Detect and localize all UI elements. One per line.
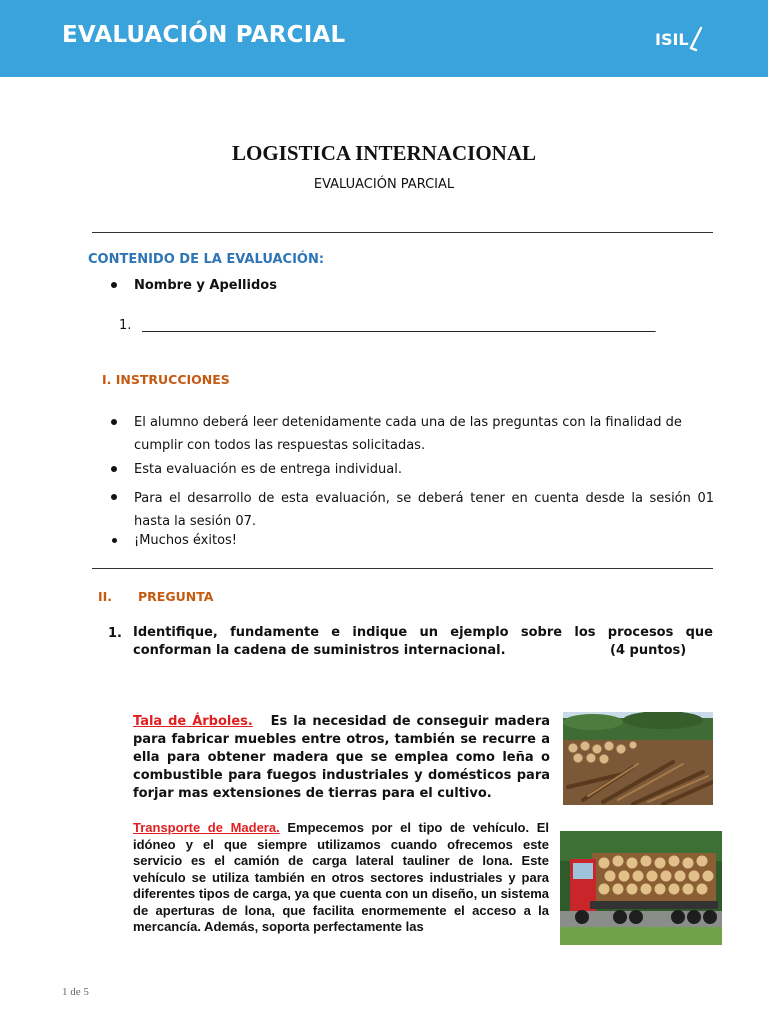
instruction-item: ¡Muchos éxitos! (134, 533, 238, 548)
pregunta-heading: PREGUNTA (138, 589, 214, 604)
logs-photo (563, 712, 713, 805)
document-title: LOGISTICA INTERNACIONAL (232, 141, 536, 165)
bullet-icon (111, 466, 117, 472)
truck-image (560, 831, 722, 945)
question-number: 1. (108, 626, 122, 641)
instrucciones-heading: I. INSTRUCCIONES (102, 372, 230, 387)
document-subtitle: EVALUACIÓN PARCIAL (313, 177, 455, 192)
question-text (133, 624, 713, 660)
divider (92, 568, 713, 569)
bullet-icon (112, 538, 117, 543)
answer-body: Empecemos por el tipo de vehículo. El idóneo y el que siempre utilizamos cuando ofrecemos este servicio es el camión de carga lateral tauliner de lona. Este vehículo se utiliza también en otros sectores industriales y para diferentes tipos de carga, ya que cuenta con un diseño, un sistema de aperturas de lona, que facilita enormemente el acceso a la mercancía. Además, soporta perfectamente las (133, 820, 550, 934)
name-label: Nombre y Apellidos (134, 278, 277, 293)
contenido-heading: CONTENIDO DE LA EVALUACIÓN: (88, 252, 325, 267)
bullet-icon (111, 494, 117, 500)
truck-photo (560, 831, 722, 945)
instruction-item: Esta evaluación es de entrega individual. (134, 462, 402, 477)
header-bar (0, 0, 768, 77)
instruction-item: El alumno deberá leer detenidamente cada una de las preguntas con la finalidad de cumplir con todos las respuestas solicitadas. (134, 415, 682, 453)
item-number: 1. (119, 318, 132, 333)
logs-image (563, 712, 713, 805)
isil-logo (655, 28, 715, 54)
answer-body: Es la necesidad de conseguir madera para fabricar muebles entre otros, también se recurre a ella para obtener madera que se emplea como leña o combustible para fuegos industriales y domésticos para forjar mas extensiones de tierras para el cultivo. (133, 714, 550, 801)
question-points: (4 puntos) (610, 643, 687, 658)
pregunta-numeral: II. (98, 589, 113, 604)
logo-text: ISIL (655, 30, 689, 49)
bullet-icon (111, 282, 117, 288)
page-number: 1 de 5 (62, 986, 89, 998)
divider (92, 232, 713, 233)
answer-transporte (133, 820, 549, 936)
instruction-item: Para el desarrollo de esta evaluación, se deberá tener en cuenta desde la sesión 01 hasta la sesión 07. (134, 491, 714, 529)
answer-title: Transporte de Madera. (133, 820, 280, 835)
bullet-icon (111, 419, 117, 425)
logo-slash-icon (689, 26, 703, 52)
header-title: EVALUACIÓN PARCIAL (62, 22, 346, 48)
question-body: Identifique, fundamente e indique un ejemplo sobre los procesos que conforman la cadena de suministros internacional. (133, 625, 713, 658)
name-line: _______________________________________________________________________________ (142, 318, 656, 333)
answer-tala (133, 713, 550, 803)
answer-title: Tala de Árboles. (133, 714, 253, 729)
